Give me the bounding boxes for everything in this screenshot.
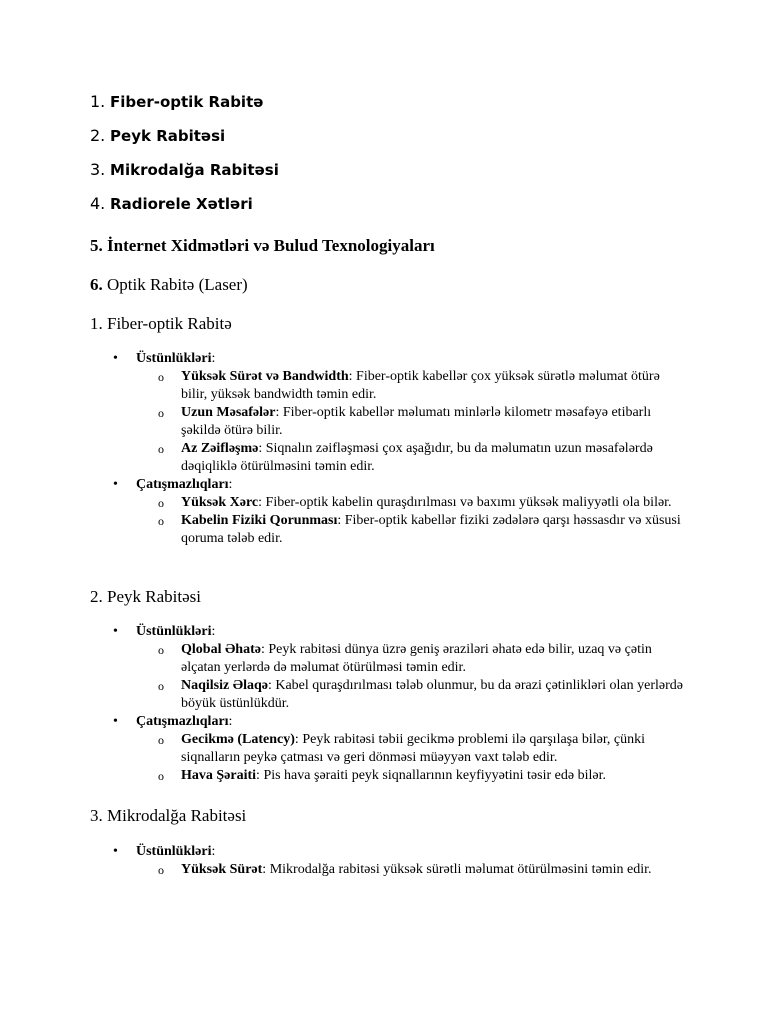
list-number: 1. [90, 92, 106, 111]
heading-fiber-optic: 1. Fiber-optik Rabitə [90, 314, 232, 333]
heading-microwave: 3. Mikrodalğa Rabitəsi [90, 806, 247, 825]
heading-internet-cloud: 5. İnternet Xidmətləri və Bulud Texnologiyaları [90, 236, 435, 255]
list-item-title: Radiorele Xətləri [110, 195, 253, 213]
list-item [90, 192, 279, 226]
bullet-disadvantages: • Çatışmazlıqları: [113, 477, 233, 492]
list-item-title: Peyk Rabitəsi [110, 127, 226, 145]
list-number: 3. [90, 160, 106, 179]
bullet-disadvantages: • Çatışmazlıqları: [113, 714, 233, 729]
bullet-advantages: • Üstünlükləri: [113, 351, 216, 366]
list-item [90, 158, 279, 192]
bullet-advantages: • Üstünlükləri: [113, 844, 216, 859]
list-number: 4. [90, 194, 106, 213]
sub-bullet: o Kabelin Fiziki Qorunması: Fiber-optik kabellər fiziki zədələrə qarşı həssasdır və xüsusi qoruma tələb edir. [158, 513, 681, 546]
heading-satellite: 2. Peyk Rabitəsi [90, 587, 201, 606]
sub-bullet: o Gecikmə (Latency): Peyk rabitəsi təbii gecikmə problemi ilə qarşılaşa bilər, çünki siqnalların peykə çatması və geri dönməsi müəyyən vaxt tələb edir. [158, 732, 646, 765]
section-microwave [0, 843, 768, 879]
list-item-title: Mikrodalğa Rabitəsi [110, 161, 279, 179]
sub-bullet: o Qlobal Əhatə: Peyk rabitəsi dünya üzrə geniş əraziləri əhatə edə bilir, uzaq və çətin əlçatan yerlərdə də məlumat ötürülməsi təmin edir. [158, 642, 652, 675]
sub-bullet: o Az Zəifləşmə: Siqnalın zəifləşməsi çox aşağıdır, bu da məlumatın uzun məsafələrdə dəqiqliklə ötürülməsini təmin edir. [158, 441, 653, 474]
sub-bullet: o Uzun Məsafələr: Fiber-optik kabellər məlumatı minlərlə kilometr məsafəyə etibarlı şəkildə ötürə bilir. [158, 405, 652, 438]
list-item-title: Fiber-optik Rabitə [110, 93, 264, 111]
section-satellite [0, 623, 768, 785]
sub-bullet: o Hava Şəraiti: Pis hava şəraiti peyk siqnallarının keyfiyyətini təsir edə bilər. [158, 768, 606, 783]
sub-bullet: o Yüksək Sürət: Mikrodalğa rabitəsi yüksək sürətli məlumat ötürülməsini təmin edir. [158, 862, 652, 877]
bullet-advantages: • Üstünlükləri: [113, 624, 216, 639]
list-item [90, 90, 279, 124]
section-fiber-optic [0, 350, 768, 548]
sub-bullet: o Yüksək Sürət və Bandwidth: Fiber-optik kabellər çox yüksək sürətlə məlumat ötürə bilir, yüksək bandwidth təmin edir. [158, 369, 660, 402]
list-number: 2. [90, 126, 106, 145]
sub-bullet: o Yüksək Xərc: Fiber-optik kabelin quraşdırılması və baxımı yüksək maliyyətli ola bilər. [158, 495, 672, 510]
list-item [90, 124, 279, 158]
sub-bullet: o Naqilsiz Əlaqə: Kabel quraşdırılması tələb olunmur, bu da ərazi çətinlikləri olan yerlərdə böyük üstünlükdür. [158, 678, 683, 711]
heading-optical-laser: 6. Optik Rabitə (Laser) [90, 275, 248, 294]
numbered-list [90, 90, 279, 226]
